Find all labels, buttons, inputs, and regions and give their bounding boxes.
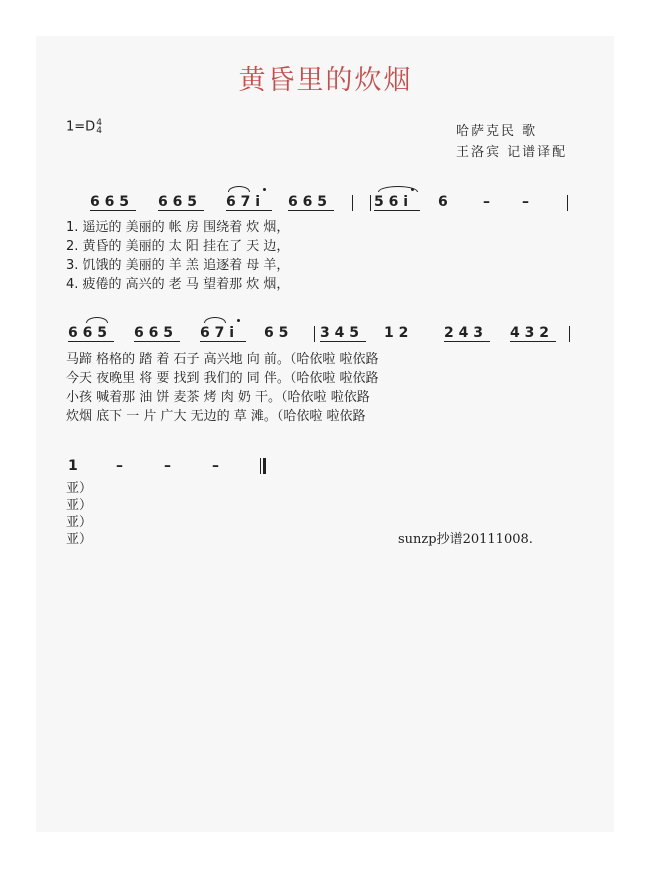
bar-line [352, 195, 353, 211]
octave-dot [263, 188, 266, 191]
bar-line [314, 326, 315, 342]
note-dash: – [212, 458, 219, 474]
key-label: 1=D [66, 119, 96, 135]
beam-line [374, 210, 420, 211]
note-group: 1 2 [384, 325, 409, 341]
lyric-line: 3. 饥饿的 美丽的 羊 羔 追逐着 母 羊， [66, 258, 290, 273]
credit-arranger: 王洛宾 记谱译配 [456, 145, 568, 160]
note-group: 6 7 i [200, 325, 235, 341]
beam-line [320, 341, 366, 342]
note-group: 2 4 3 [444, 325, 483, 341]
bar-line [370, 195, 371, 211]
beam-line [288, 210, 334, 211]
lyric-line: 亚） [66, 515, 93, 530]
time-signature [96, 119, 102, 135]
time-denominator: 4 [96, 126, 102, 136]
note-group: 6 [438, 194, 448, 210]
lyric-line: 小孩 喊着那 油 饼 麦茶 烤 肉 奶 干。（哈依啦 啦依路 [66, 390, 370, 405]
final-bar-thick [263, 458, 266, 474]
note-dash: – [116, 458, 123, 474]
lyric-line: 亚） [66, 532, 93, 547]
note-group: 6 6 5 [158, 194, 197, 210]
song-title: 黄昏里的炊烟 [238, 65, 413, 96]
lyric-line: 2. 黄昏的 美丽的 太 阳 挂在了 天 边， [66, 239, 290, 254]
octave-dot [411, 188, 414, 191]
note-dash: – [522, 194, 529, 210]
beam-line [90, 210, 136, 211]
slur-mark [86, 317, 108, 323]
credit-origin: 哈萨克民 歌 [456, 124, 538, 139]
key-signature [66, 119, 102, 135]
lyric-line: 亚） [66, 481, 93, 496]
lyric-line: 4. 疲倦的 高兴的 老 马 望着那 炊 烟， [66, 277, 290, 292]
note-dash: – [483, 194, 490, 210]
beam-line [200, 341, 246, 342]
beam-line [68, 341, 114, 342]
slur-mark [204, 317, 226, 323]
beam-line [510, 341, 556, 342]
note-group: 6 6 5 [134, 325, 173, 341]
note-group: 1 [68, 458, 78, 474]
bar-line [567, 195, 568, 211]
lyric-line: 亚） [66, 498, 93, 513]
note-group: 6 6 5 [90, 194, 129, 210]
bar-line [569, 326, 570, 342]
beam-line [226, 210, 272, 211]
lyric-line: 炊烟 底下 一 片 广大 无边的 草 滩。（哈依啦 啦依路 [66, 409, 366, 424]
lyric-line: 今天 夜晚里 将 要 找到 我们的 同 伴。（哈依啦 啦依路 [66, 371, 379, 386]
beam-line [134, 341, 180, 342]
note-group: 3 4 5 [320, 325, 359, 341]
lyric-line: 马蹄 格格的 踏 着 石子 高兴地 向 前。（哈依啦 啦依路 [66, 352, 379, 367]
note-group: 6 6 5 [288, 194, 327, 210]
note-group: 4 3 2 [510, 325, 549, 341]
slur-mark [228, 186, 250, 192]
transcriber-signature: sunzp抄谱20111008. [398, 532, 533, 547]
note-dash: – [164, 458, 171, 474]
note-group: 6 5 [264, 325, 289, 341]
note-group: 5 6 i [374, 194, 409, 210]
final-bar-thin [260, 458, 261, 474]
octave-dot [237, 319, 240, 322]
beam-line [158, 210, 204, 211]
lyric-line: 1. 遥远的 美丽的 帐 房 围绕着 炊 烟， [66, 220, 290, 235]
note-group: 6 7 i [226, 194, 261, 210]
beam-line [444, 341, 490, 342]
note-group: 6 6 5 [68, 325, 107, 341]
time-numerator: 4 [96, 118, 102, 128]
